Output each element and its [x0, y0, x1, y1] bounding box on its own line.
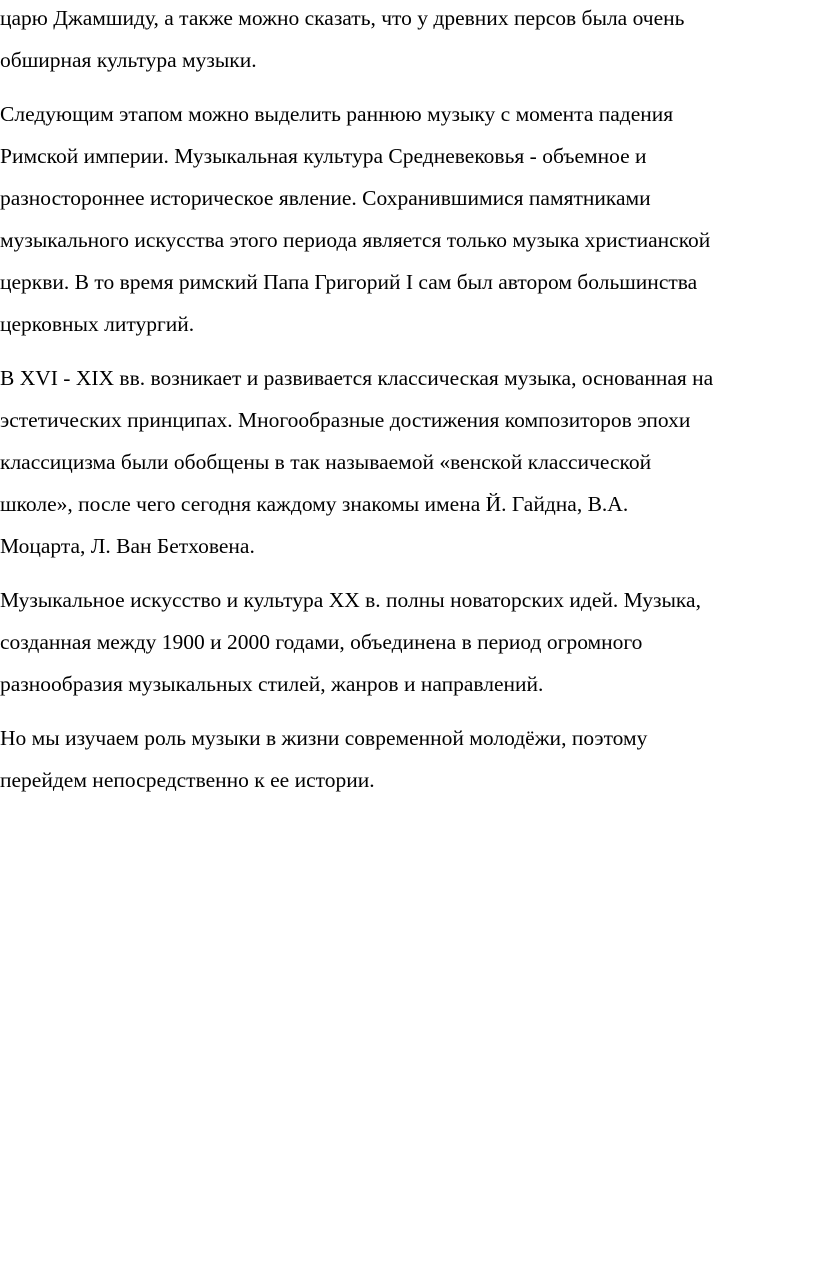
text-line: Музыкальное искусство и культура XX в. полны новаторских идей. Музыка, [0, 588, 701, 612]
text-line: В XVI - XIX вв. возникает и развивается классическая музыка, основанная на [0, 366, 714, 390]
paragraph-persian-music [0, 0, 816, 81]
text-line: разностороннее историческое явление. Сохранившимися памятниками [0, 186, 651, 210]
text-line: Римской империи. Музыкальная культура Средневековья - объемное и [0, 144, 647, 168]
text-line: разнообразия музыкальных стилей, жанров и направлений. [0, 672, 544, 696]
text-line: перейдем непосредственно к ее истории. [0, 768, 375, 792]
paragraph-youth-music [0, 717, 816, 801]
paragraph-classical-music [0, 357, 816, 567]
text-line: музыкального искусства этого периода является только музыка христианской [0, 228, 711, 252]
text-line: школе», после чего сегодня каждому знакомы имена Й. Гайдна, В.А. [0, 492, 629, 516]
text-line: обширная культура музыки. [0, 48, 257, 72]
text-line: Следующим этапом можно выделить раннюю музыку с момента падения [0, 102, 674, 126]
text-line: церковных литургий. [0, 312, 195, 336]
text-line: Но мы изучаем роль музыки в жизни современной молодёжи, поэтому [0, 726, 648, 750]
text-line: эстетических принципах. Многообразные достижения композиторов эпохи [0, 408, 691, 432]
text-line: классицизма были обобщены в так называемой «венской классической [0, 450, 652, 474]
paragraph-20th-century-music [0, 579, 816, 705]
text-line: Моцарта, Л. Ван Бетховена. [0, 534, 255, 558]
text-line: созданная между 1900 и 2000 годами, объединена в период огромного [0, 630, 643, 654]
paragraph-medieval-music [0, 93, 816, 345]
text-line: церкви. В то время римский Папа Григорий I сам был автором большинства [0, 270, 698, 294]
text-line: царю Джамшиду, а также можно сказать, что у древних персов была очень [0, 6, 685, 30]
